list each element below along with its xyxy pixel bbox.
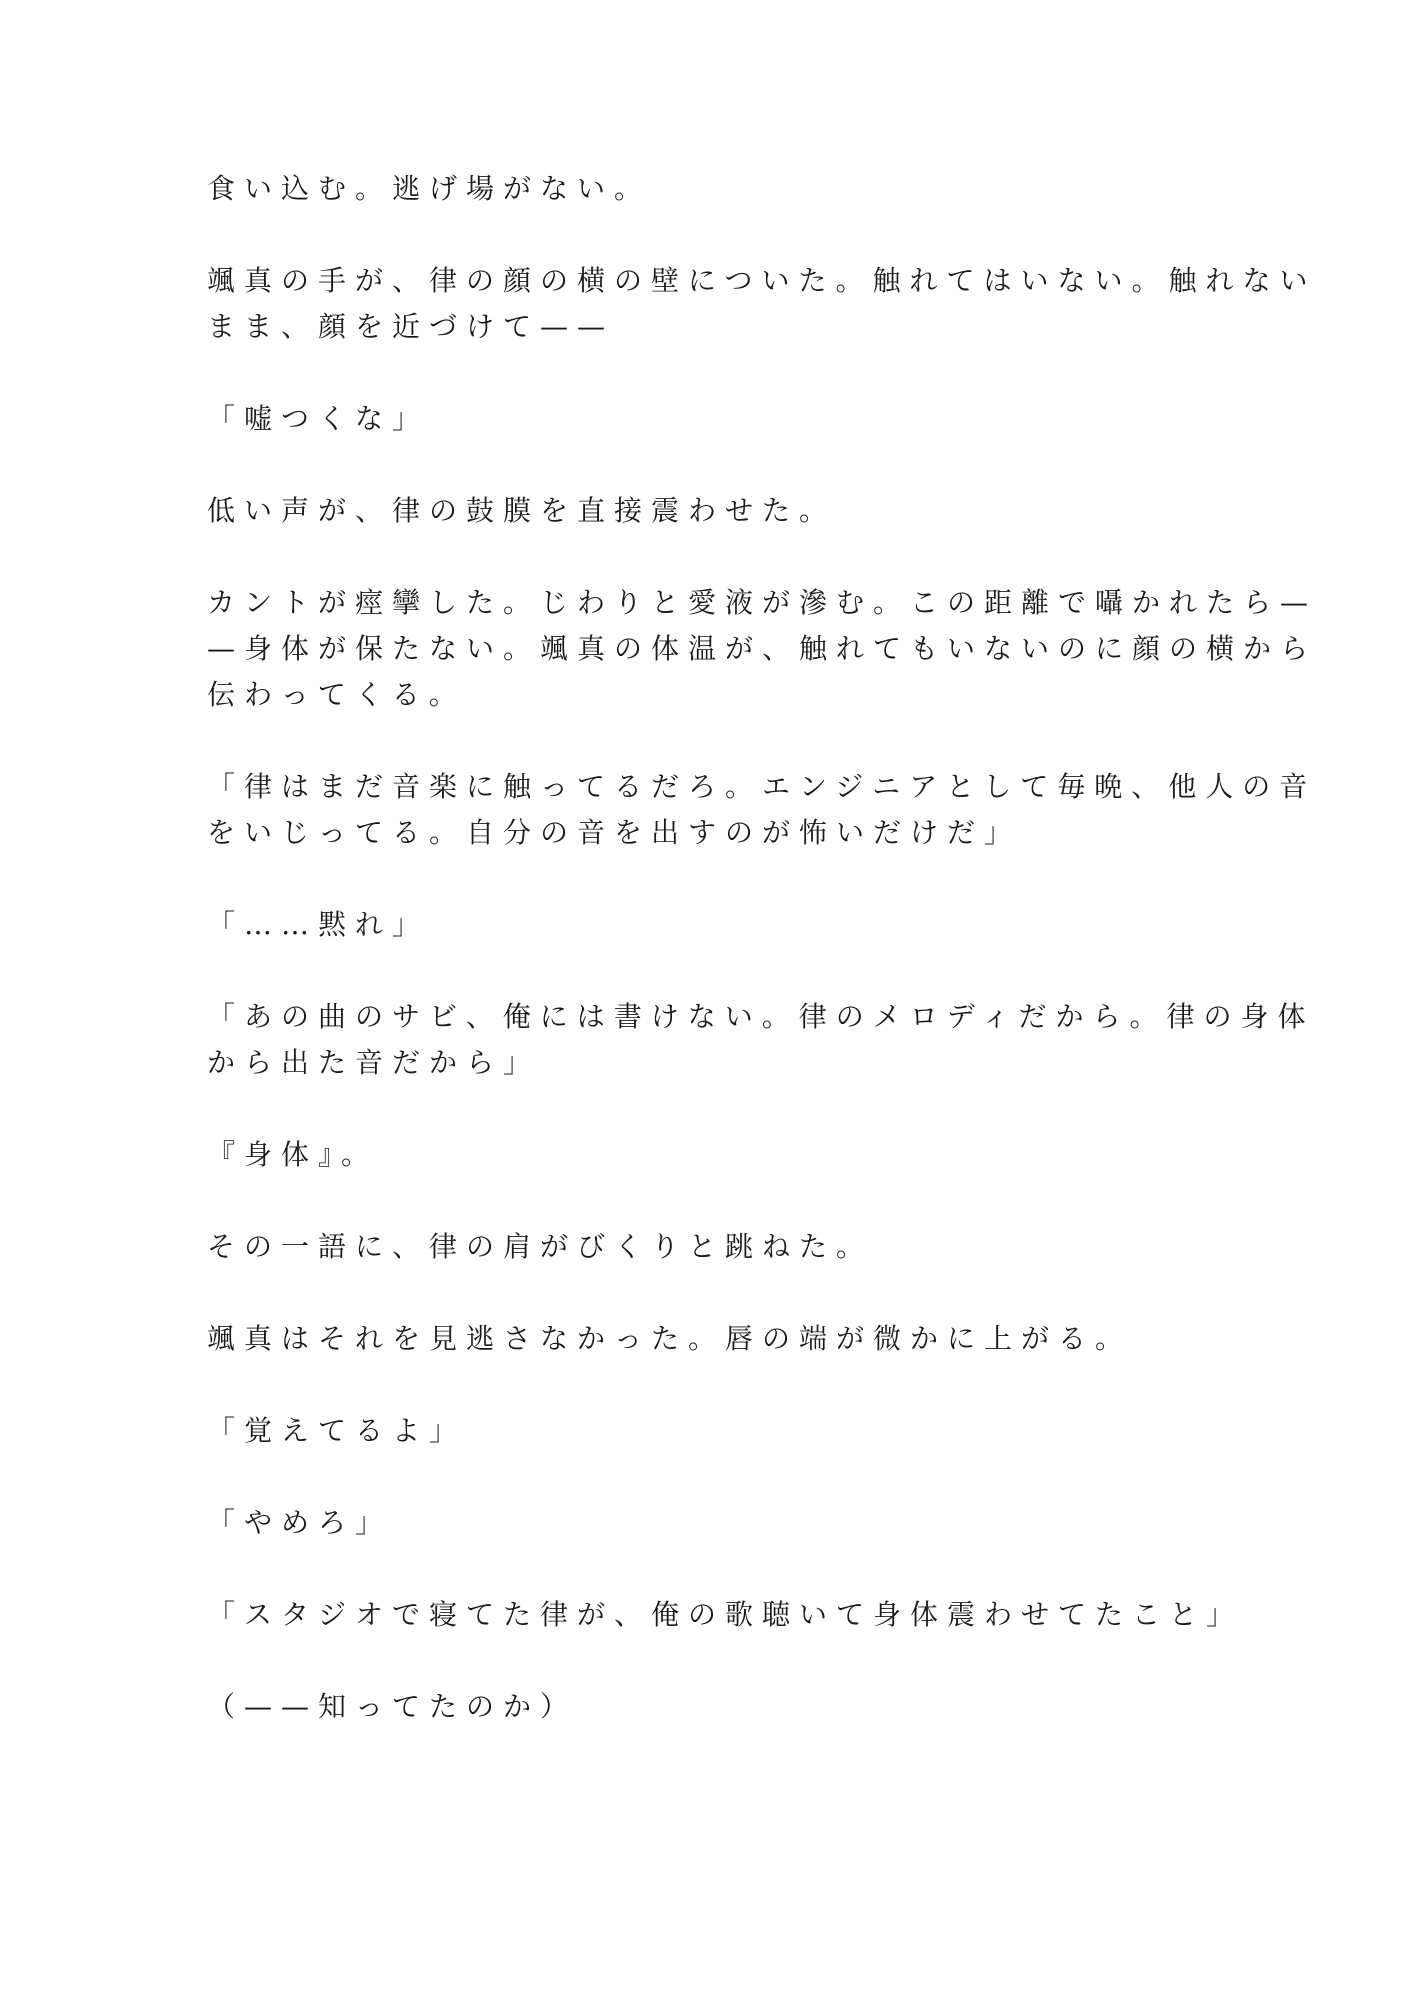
text-line: 颯真の手が、律の顔の横の壁についた。触れてはいない。触れない xyxy=(207,264,1317,297)
text-line: （——知ってたのか） xyxy=(207,1690,578,1723)
paragraph xyxy=(207,1500,1207,1546)
paragraph xyxy=(207,1684,1207,1730)
paragraph xyxy=(207,1132,1207,1178)
paragraph xyxy=(207,1316,1207,1362)
text-line: 颯真はそれを見逃さなかった。唇の端が微かに上がる。 xyxy=(207,1322,1133,1355)
text-line: 食い込む。逃げ場がない。 xyxy=(207,172,652,205)
paragraph xyxy=(207,1408,1207,1454)
paragraph xyxy=(207,994,1315,1086)
text-line: その一語に、律の肩がびくりと跳ねた。 xyxy=(207,1230,874,1263)
paragraph xyxy=(207,166,1207,212)
text-line: 「嘘つくな」 xyxy=(207,402,430,435)
paragraph xyxy=(207,488,1207,534)
text-line: 「あの曲のサビ、俺には書けない。律のメロディだから。律の身体 xyxy=(207,1000,1315,1033)
paragraph xyxy=(207,258,1317,350)
text-line: 「覚えてるよ」 xyxy=(207,1414,467,1447)
text-line: 「律はまだ音楽に触ってるだろ。エンジニアとして毎晩、他人の音 xyxy=(207,770,1317,803)
text-line: から出た音だから」 xyxy=(207,1046,541,1079)
text-line: 「やめろ」 xyxy=(207,1506,393,1539)
text-line: まま、顔を近づけて—— xyxy=(207,310,615,343)
text-line: 『身体』。 xyxy=(207,1138,379,1171)
paragraph xyxy=(207,1224,1207,1270)
text-line: をいじってる。自分の音を出すのが怖いだけだ」 xyxy=(207,816,1022,849)
text-line: 「スタジオで寝てた律が、俺の歌聴いて身体震わせてたこと」 xyxy=(207,1598,1244,1631)
text-line: 伝わってくる。 xyxy=(207,678,466,711)
paragraph xyxy=(207,902,1207,948)
novel-text-body xyxy=(207,166,1318,1776)
paragraph xyxy=(207,1592,1244,1638)
text-line: カントが痙攣した。じわりと愛液が滲む。この距離で囁かれたら— xyxy=(207,586,1318,619)
text-line: 低い声が、律の鼓膜を直接震わせた。 xyxy=(207,494,837,527)
paragraph xyxy=(207,580,1318,718)
text-line: —身体が保たない。颯真の体温が、触れてもいないのに顔の横から xyxy=(207,632,1318,665)
text-line: 「……黙れ」 xyxy=(207,908,430,941)
paragraph xyxy=(207,764,1317,856)
paragraph xyxy=(207,396,1207,442)
